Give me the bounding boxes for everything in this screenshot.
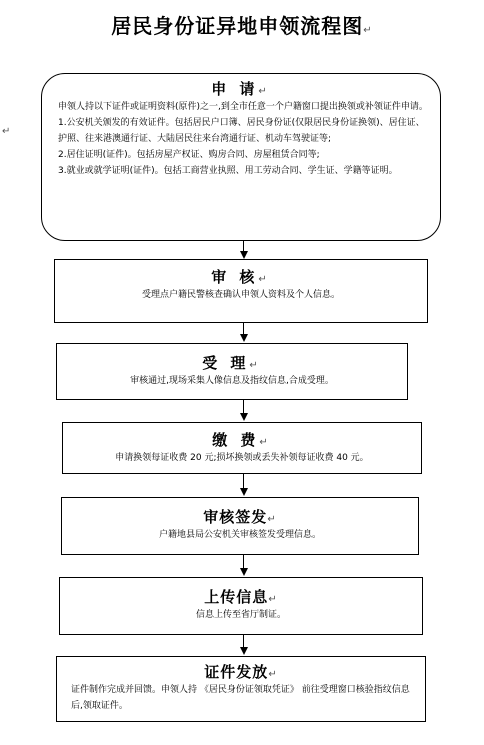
arrow-5-head	[240, 568, 248, 576]
arrow-2-line	[243, 323, 244, 334]
step-apply-line: 申领人持以下证件或证明资料(原件)之一,到全市任意一个户籍窗口提出换领或补领证件申请。	[58, 102, 428, 112]
arrow-5-line	[243, 555, 244, 568]
step-review-text: 受理点户籍民警核查确认申领人资料及个人信息。	[141, 290, 340, 300]
arrow-1-head	[240, 251, 248, 259]
step-issue-text: 证件制作完成并回馈。申领人持 《居民身份证领取凭证》 前往受理窗口核验指纹信息后,领取证件。	[71, 685, 410, 711]
arrow-1-line	[243, 241, 244, 251]
step-upload-heading: 上传信息↵	[204, 588, 278, 606]
step-upload-box	[59, 577, 423, 635]
arrow-6-head	[240, 647, 248, 655]
page-title	[0, 10, 484, 39]
step-approval-heading: 审核签发↵	[203, 508, 277, 526]
arrow-3-line	[243, 400, 244, 413]
step-apply-line: 2.居住证明(证件)。包括房屋产权证、购房合同、房屋租赁合同等;	[58, 150, 320, 160]
step-apply-box	[41, 73, 441, 241]
step-payment-text: 申请换领每证收费 20 元;损坏换领或丢失补领每证收费 40 元。	[115, 453, 369, 463]
step-issue-heading: 证件发放↵	[204, 663, 278, 681]
step-upload-text: 信息上传至省厅制证。	[195, 610, 286, 620]
arrow-2-head	[240, 334, 248, 342]
arrow-6-line	[243, 635, 244, 647]
arrow-4-head	[240, 488, 248, 496]
margin-paragraph-mark: ↵	[2, 126, 11, 137]
paragraph-mark: ↵	[363, 25, 373, 36]
step-accept-box	[56, 343, 408, 400]
arrow-3-head	[240, 413, 248, 421]
step-issue-box	[56, 656, 426, 722]
step-approval-text: 户籍地县局公安机关审核签发受理信息。	[158, 530, 321, 540]
step-apply-line: 1.公安机关颁发的有效证件。包括居民户口簿、居民身份证(仅限居民身份证换领)、居住证、护照、往来港澳通行证、大陆居民往来台湾通行证、机动车驾驶证等;	[58, 118, 425, 144]
arrow-4-line	[243, 474, 244, 488]
step-accept-heading: 受 理↵	[202, 354, 262, 372]
step-review-heading: 审 核↵	[211, 268, 271, 286]
title-text: 居民身份证异地申领流程图	[111, 14, 364, 38]
step-payment-heading: 缴 费↵	[212, 431, 272, 449]
step-apply-body	[42, 99, 440, 179]
step-review-box	[54, 259, 428, 323]
step-approval-box	[61, 497, 419, 555]
step-payment-box	[62, 422, 422, 474]
step-apply-heading: 申 请↵	[211, 80, 271, 98]
step-apply-line: 3.就业或就学证明(证件)。包括工商营业执照、用工劳动合同、学生证、学籍等证明。	[58, 166, 398, 176]
step-accept-text: 审核通过,现场采集人像信息及指纹信息,合成受理。	[130, 376, 334, 386]
